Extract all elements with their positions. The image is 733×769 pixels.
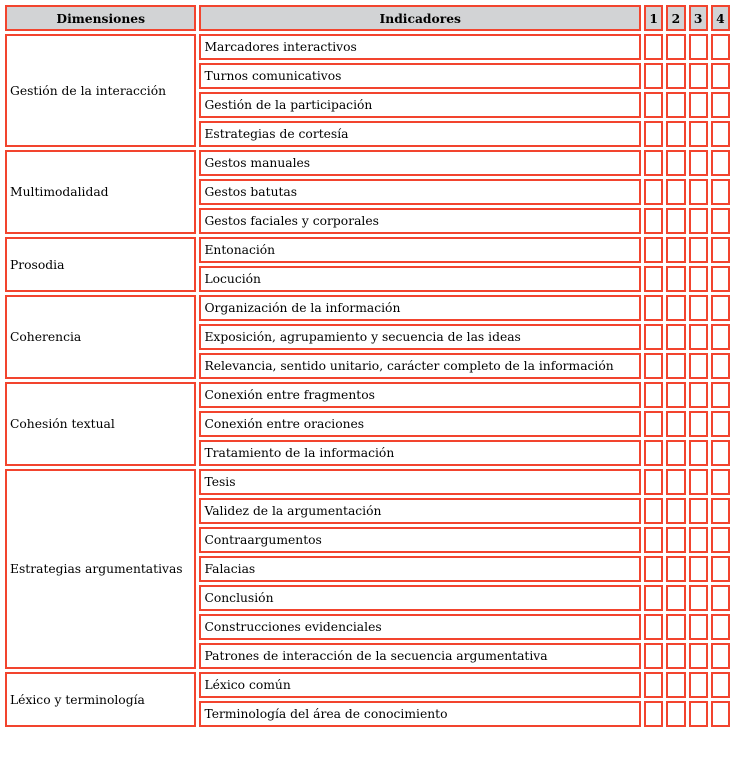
- score-cell-2[interactable]: [666, 34, 685, 60]
- score-cell-4[interactable]: [711, 701, 730, 727]
- score-cell-4[interactable]: [711, 324, 730, 350]
- score-cell-1[interactable]: [644, 34, 663, 60]
- score-cell-2[interactable]: [666, 701, 685, 727]
- indicator-cell: Contraargumentos: [199, 527, 641, 553]
- score-cell-2[interactable]: [666, 266, 685, 292]
- score-cell-2[interactable]: [666, 469, 685, 495]
- indicator-cell: Relevancia, sentido unitario, carácter completo de la información: [199, 353, 641, 379]
- score-cell-3[interactable]: [689, 411, 708, 437]
- score-cell-3[interactable]: [689, 208, 708, 234]
- table-row: [5, 237, 730, 263]
- score-cell-1[interactable]: [644, 585, 663, 611]
- score-cell-3[interactable]: [689, 643, 708, 669]
- indicator-cell: Conexión entre fragmentos: [199, 382, 641, 408]
- table-row: [5, 150, 730, 176]
- score-cell-3[interactable]: [689, 527, 708, 553]
- dimension-cell: Léxico y terminología: [5, 672, 196, 727]
- score-cell-1[interactable]: [644, 150, 663, 176]
- score-cell-4[interactable]: [711, 208, 730, 234]
- score-cell-3[interactable]: [689, 150, 708, 176]
- score-cell-4[interactable]: [711, 121, 730, 147]
- indicator-cell: Organización de la información: [199, 295, 641, 321]
- score-cell-1[interactable]: [644, 440, 663, 466]
- score-cell-2[interactable]: [666, 237, 685, 263]
- score-cell-3[interactable]: [689, 121, 708, 147]
- indicator-cell: Patrones de interacción de la secuencia argumentativa: [199, 643, 641, 669]
- score-cell-1[interactable]: [644, 353, 663, 379]
- score-cell-1[interactable]: [644, 266, 663, 292]
- score-cell-4[interactable]: [711, 498, 730, 524]
- score-cell-3[interactable]: [689, 701, 708, 727]
- score-cell-1[interactable]: [644, 643, 663, 669]
- header-score-1: 1: [644, 5, 663, 31]
- header-score-2: 2: [666, 5, 685, 31]
- score-cell-1[interactable]: [644, 121, 663, 147]
- score-cell-3[interactable]: [689, 556, 708, 582]
- header-score-4: 4: [711, 5, 730, 31]
- dimension-cell: Cohesión textual: [5, 382, 196, 466]
- score-cell-2[interactable]: [666, 411, 685, 437]
- score-cell-3[interactable]: [689, 179, 708, 205]
- indicator-cell: Conexión entre oraciones: [199, 411, 641, 437]
- score-cell-3[interactable]: [689, 324, 708, 350]
- table-row: [5, 382, 730, 408]
- score-cell-3[interactable]: [689, 672, 708, 698]
- score-cell-1[interactable]: [644, 411, 663, 437]
- score-cell-4[interactable]: [711, 614, 730, 640]
- score-cell-4[interactable]: [711, 585, 730, 611]
- indicator-cell: Léxico común: [199, 672, 641, 698]
- indicator-cell: Tratamiento de la información: [199, 440, 641, 466]
- score-cell-3[interactable]: [689, 382, 708, 408]
- score-cell-2[interactable]: [666, 585, 685, 611]
- score-cell-2[interactable]: [666, 614, 685, 640]
- score-cell-3[interactable]: [689, 92, 708, 118]
- score-cell-2[interactable]: [666, 295, 685, 321]
- indicator-cell: Gestos manuales: [199, 150, 641, 176]
- score-cell-4[interactable]: [711, 266, 730, 292]
- score-cell-2[interactable]: [666, 440, 685, 466]
- dimension-cell: Multimodalidad: [5, 150, 196, 234]
- score-cell-2[interactable]: [666, 382, 685, 408]
- score-cell-1[interactable]: [644, 63, 663, 89]
- score-cell-4[interactable]: [711, 295, 730, 321]
- indicator-cell: Locución: [199, 266, 641, 292]
- score-cell-2[interactable]: [666, 672, 685, 698]
- score-cell-4[interactable]: [711, 179, 730, 205]
- score-cell-1[interactable]: [644, 701, 663, 727]
- dimension-cell: Prosodia: [5, 237, 196, 292]
- score-cell-2[interactable]: [666, 92, 685, 118]
- score-cell-4[interactable]: [711, 440, 730, 466]
- indicator-cell: Gestos faciales y corporales: [199, 208, 641, 234]
- indicator-cell: Gestión de la participación: [199, 92, 641, 118]
- score-cell-3[interactable]: [689, 34, 708, 60]
- score-cell-4[interactable]: [711, 469, 730, 495]
- score-cell-4[interactable]: [711, 411, 730, 437]
- indicator-cell: Terminología del área de conocimiento: [199, 701, 641, 727]
- score-cell-4[interactable]: [711, 672, 730, 698]
- score-cell-3[interactable]: [689, 469, 708, 495]
- score-cell-4[interactable]: [711, 556, 730, 582]
- score-cell-3[interactable]: [689, 295, 708, 321]
- indicator-cell: Falacias: [199, 556, 641, 582]
- header-indicators: Indicadores: [199, 5, 641, 31]
- score-cell-2[interactable]: [666, 527, 685, 553]
- score-cell-2[interactable]: [666, 63, 685, 89]
- score-cell-4[interactable]: [711, 34, 730, 60]
- score-cell-3[interactable]: [689, 63, 708, 89]
- indicator-cell: Estrategias de cortesía: [199, 121, 641, 147]
- score-cell-4[interactable]: [711, 150, 730, 176]
- score-cell-1[interactable]: [644, 237, 663, 263]
- dimension-cell: Coherencia: [5, 295, 196, 379]
- score-cell-1[interactable]: [644, 614, 663, 640]
- score-cell-4[interactable]: [711, 527, 730, 553]
- score-cell-2[interactable]: [666, 324, 685, 350]
- score-cell-2[interactable]: [666, 643, 685, 669]
- score-cell-4[interactable]: [711, 92, 730, 118]
- score-cell-3[interactable]: [689, 614, 708, 640]
- header-score-3: 3: [689, 5, 708, 31]
- score-cell-1[interactable]: [644, 179, 663, 205]
- rubric-body: [5, 34, 730, 727]
- table-row: [5, 34, 730, 60]
- score-cell-1[interactable]: [644, 382, 663, 408]
- score-cell-1[interactable]: [644, 672, 663, 698]
- score-cell-3[interactable]: [689, 266, 708, 292]
- score-cell-4[interactable]: [711, 63, 730, 89]
- table-row: [5, 672, 730, 698]
- score-cell-4[interactable]: [711, 382, 730, 408]
- score-cell-3[interactable]: [689, 353, 708, 379]
- indicator-cell: Turnos comunicativos: [199, 63, 641, 89]
- score-cell-1[interactable]: [644, 469, 663, 495]
- score-cell-4[interactable]: [711, 237, 730, 263]
- indicator-cell: Tesis: [199, 469, 641, 495]
- indicator-cell: Entonación: [199, 237, 641, 263]
- score-cell-3[interactable]: [689, 237, 708, 263]
- score-cell-2[interactable]: [666, 208, 685, 234]
- score-cell-2[interactable]: [666, 121, 685, 147]
- header-row: [5, 5, 730, 31]
- score-cell-2[interactable]: [666, 556, 685, 582]
- indicator-cell: Gestos batutas: [199, 179, 641, 205]
- table-row: [5, 295, 730, 321]
- score-cell-1[interactable]: [644, 527, 663, 553]
- score-cell-2[interactable]: [666, 150, 685, 176]
- score-cell-3[interactable]: [689, 498, 708, 524]
- score-cell-2[interactable]: [666, 179, 685, 205]
- score-cell-1[interactable]: [644, 208, 663, 234]
- score-cell-1[interactable]: [644, 324, 663, 350]
- score-cell-4[interactable]: [711, 353, 730, 379]
- indicator-cell: Marcadores interactivos: [199, 34, 641, 60]
- score-cell-3[interactable]: [689, 585, 708, 611]
- dimension-cell: Estrategias argumentativas: [5, 469, 196, 669]
- score-cell-1[interactable]: [644, 295, 663, 321]
- dimension-cell: Gestión de la interacción: [5, 34, 196, 147]
- score-cell-3[interactable]: [689, 440, 708, 466]
- score-cell-4[interactable]: [711, 643, 730, 669]
- score-cell-2[interactable]: [666, 498, 685, 524]
- evaluation-rubric-table: [2, 2, 733, 730]
- score-cell-1[interactable]: [644, 498, 663, 524]
- header-dimensions: Dimensiones: [5, 5, 196, 31]
- indicator-cell: Construcciones evidenciales: [199, 614, 641, 640]
- table-row: [5, 469, 730, 495]
- indicator-cell: Validez de la argumentación: [199, 498, 641, 524]
- score-cell-2[interactable]: [666, 353, 685, 379]
- indicator-cell: Exposición, agrupamiento y secuencia de las ideas: [199, 324, 641, 350]
- indicator-cell: Conclusión: [199, 585, 641, 611]
- score-cell-1[interactable]: [644, 92, 663, 118]
- score-cell-1[interactable]: [644, 556, 663, 582]
